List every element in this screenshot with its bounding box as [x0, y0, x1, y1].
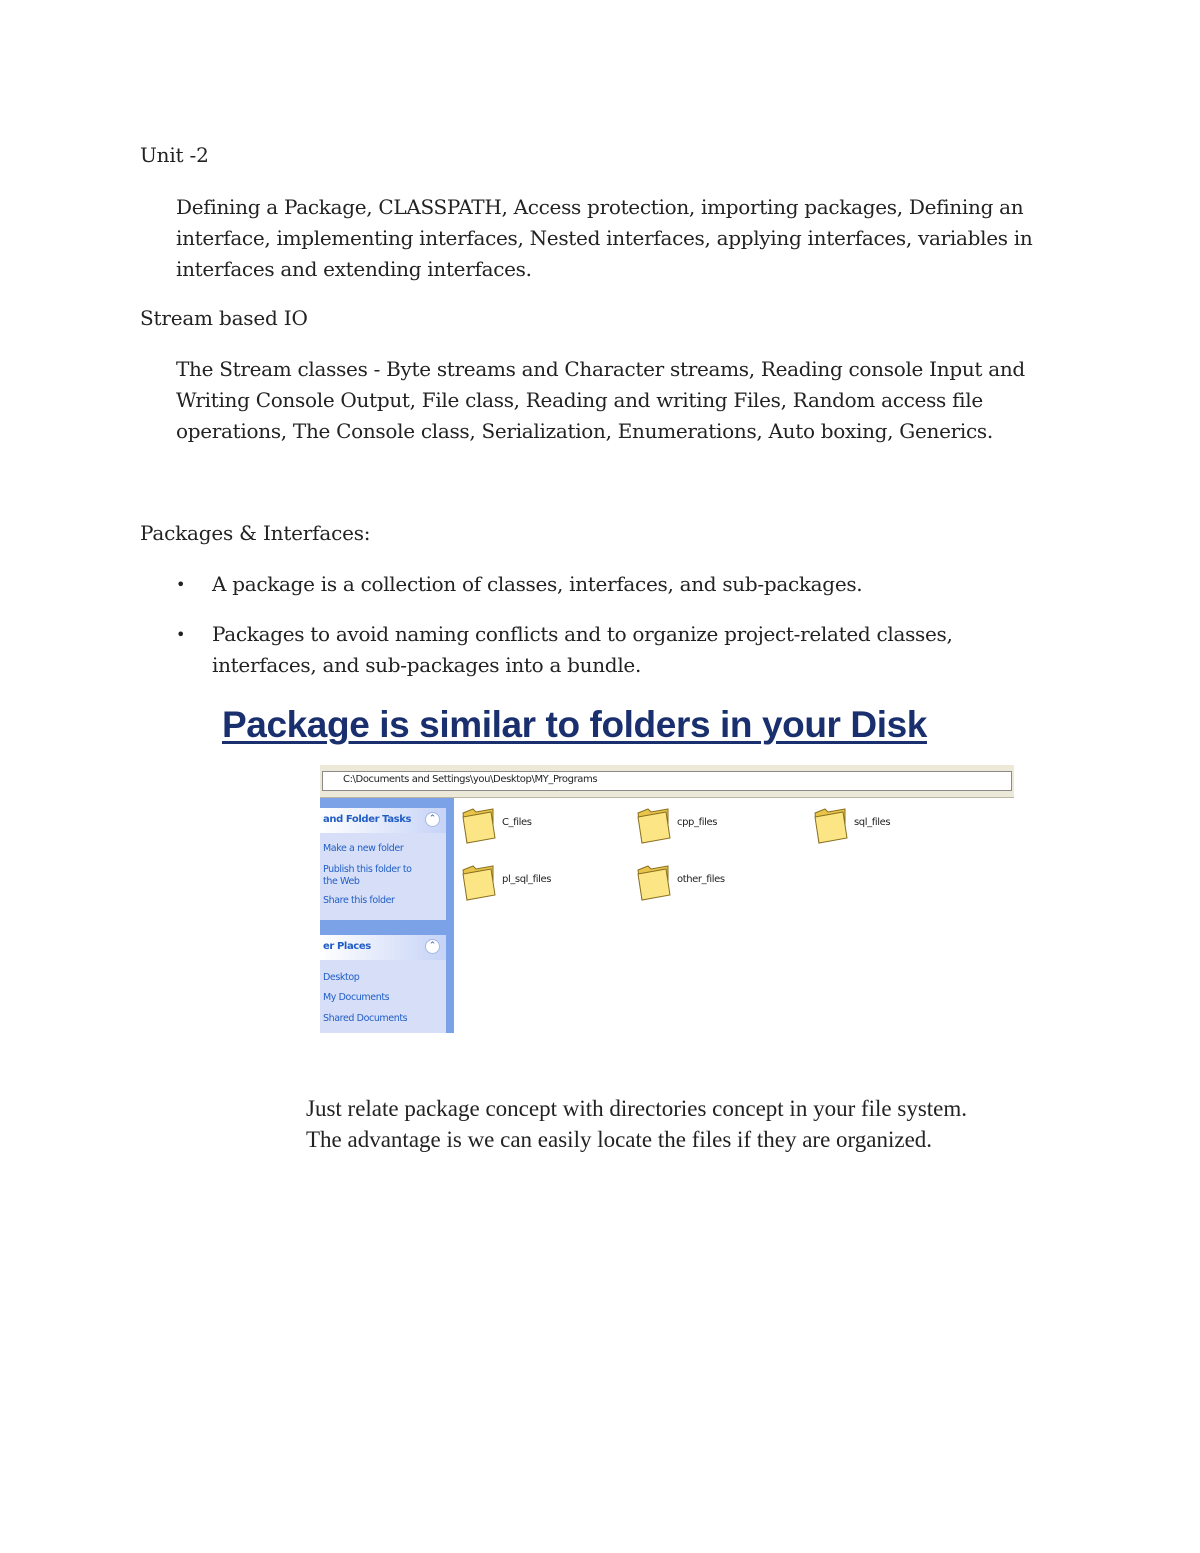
folder-label: C_files	[502, 817, 532, 828]
stream-heading: Stream based IO	[140, 306, 308, 330]
explorer-screenshot	[320, 765, 1014, 1033]
folder-label: pl_sql_files	[502, 874, 552, 885]
bullet-text: A package is a collection of classes, interfaces, and sub-packages.	[212, 572, 863, 596]
folder-item	[461, 862, 611, 902]
panel-title: er Places	[323, 941, 371, 952]
unit-heading: Unit -2	[140, 143, 209, 167]
panel-header	[320, 808, 446, 833]
figure-title: Package is similar to folders in your Disk	[222, 704, 927, 745]
place-link: Shared Documents	[323, 1013, 408, 1024]
address-path: C:\Documents and Settings\you\Desktop\MY_Programs	[343, 774, 598, 785]
address-bar	[320, 765, 1014, 798]
task-link: Make a new folder	[323, 843, 404, 854]
folder-item	[461, 805, 611, 845]
folder-item	[636, 805, 786, 845]
collapse-icon: ⌃	[425, 812, 440, 827]
stream-topics-paragraph: The Stream classes - Byte streams and Character streams, Reading console Input and Writing Console Output, File class, Reading and writing Files, Random access file operations, The Console class, Serialization, Enumerations, Auto boxing, Generics.	[176, 357, 1025, 443]
bullet-marker: •	[176, 575, 186, 594]
folder-tasks-panel	[320, 808, 446, 920]
other-places-panel	[320, 935, 446, 1033]
address-field	[322, 771, 1012, 791]
folder-icon	[461, 862, 497, 902]
folder-label: cpp_files	[677, 817, 718, 828]
task-link: Publish this folder to the Web	[323, 864, 412, 887]
folder-item	[636, 862, 786, 902]
packages-heading: Packages & Interfaces:	[140, 521, 371, 545]
unit-topics-paragraph: Defining a Package, CLASSPATH, Access protection, importing packages, Defining an interface, implementing interfaces, Nested interfaces, applying interfaces, variables in interfaces and extending interfaces.	[176, 195, 1033, 281]
task-link: Share this folder	[323, 895, 395, 906]
task-sidebar	[320, 798, 454, 1033]
folder-item	[813, 805, 963, 845]
caption-line: Just relate package concept with directories concept in your file system.	[306, 1096, 968, 1121]
caption-line: The advantage is we can easily locate the files if they are organized.	[306, 1127, 933, 1152]
place-link: My Documents	[323, 992, 390, 1003]
bullet-text: Packages to avoid naming conflicts and to organize project-related classes, interfaces, and sub-packages into a bundle.	[212, 622, 953, 677]
folder-icon	[636, 862, 672, 902]
folder-icon	[461, 805, 497, 845]
folder-icon	[813, 805, 849, 845]
collapse-icon: ⌃	[425, 939, 440, 954]
bullet-marker: •	[176, 625, 186, 644]
panel-title: and Folder Tasks	[323, 814, 412, 825]
panel-header	[320, 935, 446, 960]
folder-icon	[636, 805, 672, 845]
folder-label: sql_files	[854, 817, 891, 828]
place-link: Desktop	[323, 972, 360, 983]
folder-label: other_files	[677, 874, 725, 885]
